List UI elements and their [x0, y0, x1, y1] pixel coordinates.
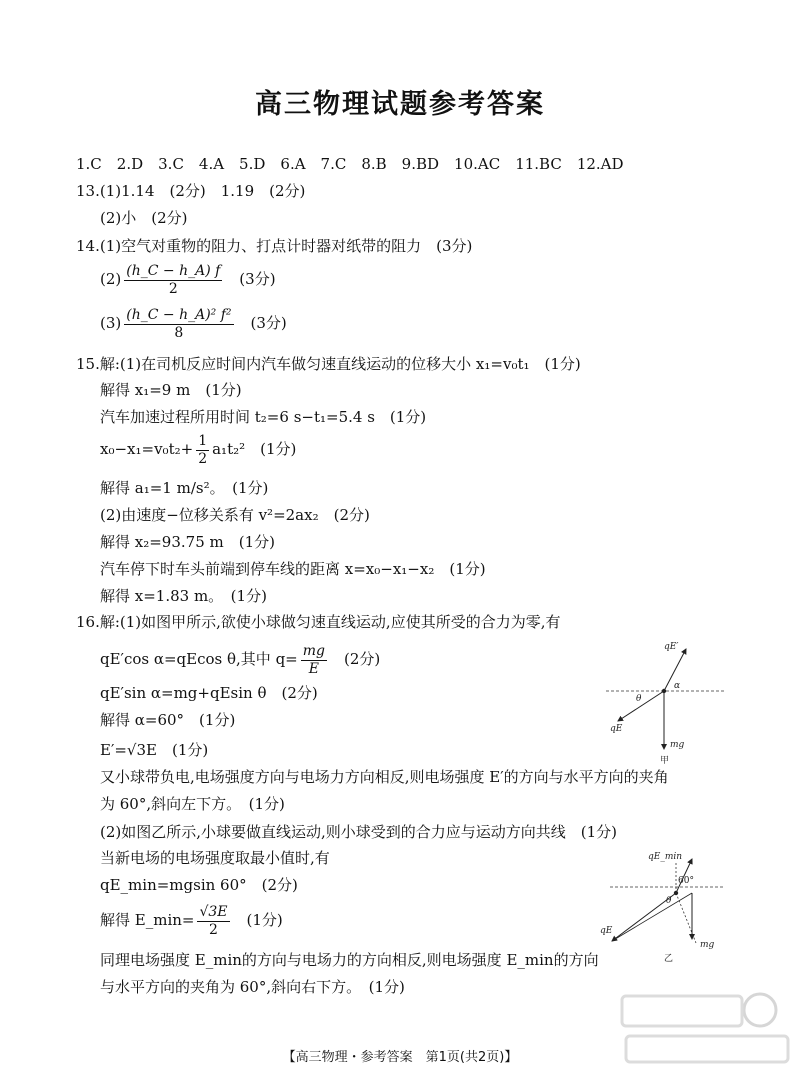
- q14-p2-label: (2): [100, 270, 122, 288]
- q15-line6: (2)由速度−位移关系有 v²=2ax₂ (2分): [100, 506, 370, 524]
- q16-line4: 解得 α=60° (1分): [100, 711, 236, 729]
- label-60-degrees: 60°: [678, 876, 694, 886]
- q15-line4-fraction: [196, 433, 209, 468]
- q15-line4-pre: x₀−x₁=v₀t₂+: [100, 440, 194, 458]
- q13-line2: (2)小 (2分): [100, 209, 188, 227]
- q16-line3: qE′sin α=mg+qEsin θ (2分): [100, 684, 318, 702]
- q16-line1: 16.解:(1)如图甲所示,欲使小球做匀速直线运动,应使其所受的合力为零,有: [76, 613, 561, 631]
- q15-line2: 解得 x₁=9 m (1分): [100, 381, 242, 399]
- q14-line1: 14.(1)空气对重物的阻力、打点计时器对纸带的阻力 (3分): [76, 237, 473, 255]
- q14-p3-numerator: (h_C − h_A)² f²: [126, 306, 232, 323]
- figure-jia: [600, 635, 730, 765]
- ball-dot: [674, 891, 678, 895]
- q16-line11: [100, 902, 283, 939]
- q14-p2-numerator: (h_C − h_A) f: [126, 262, 221, 279]
- q14-p3-fraction: [124, 307, 233, 342]
- label-qEmin: qE_min: [648, 852, 683, 862]
- q14-part3: [100, 306, 287, 342]
- q15-line9: 解得 x=1.83 m。 (1分): [100, 587, 267, 605]
- q16-line2: [100, 642, 380, 678]
- q16-line13: 与水平方向的夹角为 60°,斜向右下方。 (1分): [100, 978, 405, 996]
- page-title: 高三物理试题参考答案: [255, 89, 545, 120]
- q16-line9: 当新电场的电场强度取最小值时,有: [100, 849, 330, 867]
- q16-line2-denominator: E: [308, 660, 319, 677]
- q16-line10: qE_min=mgsin 60° (2分): [100, 876, 298, 894]
- label-alpha: α: [674, 681, 681, 691]
- label-theta: θ: [666, 896, 672, 906]
- label-mg: mg: [670, 740, 685, 750]
- q16-line2-score: (2分): [344, 650, 381, 668]
- q16-line11-numerator: √3E: [199, 903, 228, 920]
- q16-line5: E′=√3E (1分): [100, 741, 209, 759]
- q15-line3: 汽车加速过程所用时间 t₂=6 s−t₁=5.4 s (1分): [100, 408, 427, 426]
- q15-line4-post: a₁t₂² (1分): [212, 440, 297, 458]
- q14-p2-score: (3分): [239, 270, 276, 288]
- q16-line2-numerator: mg: [302, 642, 325, 659]
- q16-line11-denominator: 2: [209, 921, 218, 938]
- label-mg: mg: [700, 940, 715, 950]
- q16-line11-score: (1分): [246, 911, 283, 929]
- q16-line6: 又小球带负电,电场强度方向与电场力方向相反,则电场强度 E′的方向与水平方向的夹角: [100, 768, 669, 786]
- q16-line11-fraction: [197, 904, 229, 939]
- q14-p3-label: (3): [100, 314, 122, 332]
- q16-line8: (2)如图乙所示,小球要做直线运动,则小球受到的合力应与运动方向共线 (1分): [100, 823, 618, 841]
- q15-line1: 15.解:(1)在司机反应时间内汽车做匀速直线运动的位移大小 x₁=v₀t₁ (1分): [76, 355, 581, 373]
- q15-line5: 解得 a₁=1 m/s²。 (1分): [100, 479, 269, 497]
- label-qE-prime: qE′: [664, 642, 679, 652]
- q14-part2: [100, 262, 276, 298]
- q16-line11-pre: 解得 E_min=: [100, 911, 195, 929]
- label-qE: qE: [600, 926, 613, 936]
- label-qE: qE: [610, 724, 623, 734]
- ball-dot: [662, 689, 666, 693]
- page-footer: 【高三物理・参考答案 第1页(共2页)】: [282, 1050, 518, 1065]
- q14-p2-denominator: 2: [168, 280, 178, 297]
- q15-line8: 汽车停下时车头前端到停车线的距离 x=x₀−x₁−x₂ (1分): [100, 560, 486, 578]
- figure-yi: [596, 845, 730, 965]
- q16-line2-pre: qE′cos α=qEcos θ,其中 q=: [100, 650, 298, 668]
- q16-line2-fraction: [301, 643, 327, 678]
- q15-line7: 解得 x₂=93.75 m (1分): [100, 533, 275, 551]
- q13-line1: 13.(1)1.14 (2分) 1.19 (2分): [76, 182, 306, 200]
- q16-line7: 为 60°,斜向左下方。 (1分): [100, 795, 285, 813]
- q16-line12: 同理电场强度 E_min的方向与电场力的方向相反,则电场强度 E_min的方向: [100, 951, 599, 969]
- q14-p3-score: (3分): [250, 314, 287, 332]
- triangle-side: [612, 893, 692, 941]
- q15-line4-denominator: 2: [198, 450, 208, 467]
- q15-line4-numerator: 1: [198, 432, 208, 449]
- caption-jia: 甲: [660, 756, 670, 765]
- mc-answers: 1.C 2.D 3.C 4.A 5.D 6.A 7.C 8.B 9.BD 10.AC 11.BC 12.AD: [76, 155, 624, 173]
- q14-p3-denominator: 8: [174, 324, 184, 341]
- q15-line4: [100, 432, 296, 468]
- label-theta: θ: [636, 694, 642, 704]
- caption-yi: 乙: [664, 954, 674, 964]
- q14-p2-fraction: [124, 263, 222, 298]
